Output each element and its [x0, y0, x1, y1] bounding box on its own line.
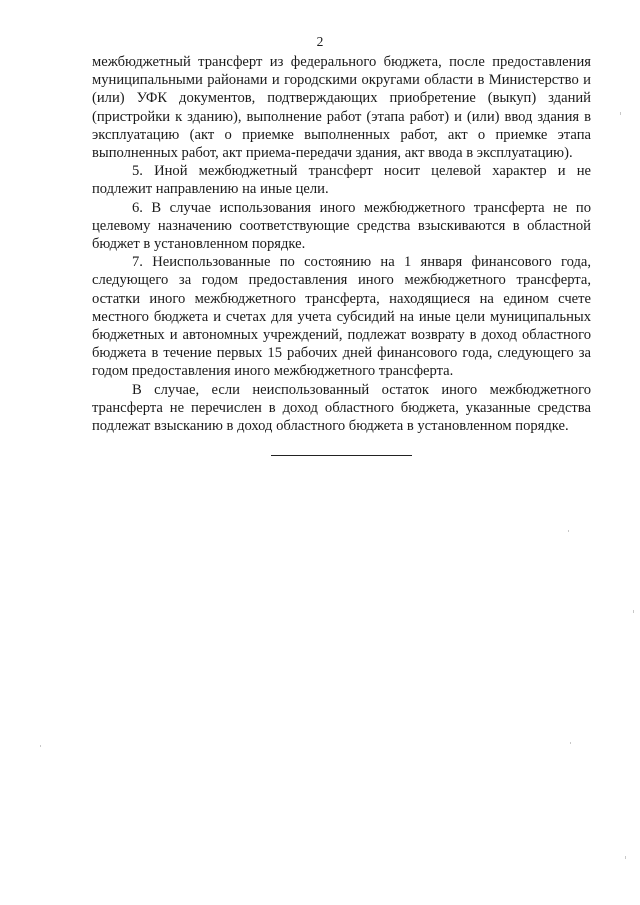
scan-artifact — [40, 745, 41, 747]
scan-artifact — [633, 610, 634, 613]
scan-artifact — [570, 742, 571, 744]
paragraph-unused-balance: В случае, если неиспользованный остаток иного межбюджетного трансферта не перечислен в доход областного бюджета, указанные средства подлежат взысканию в доход областного бюджета в установленном порядке. — [92, 381, 591, 435]
paragraph-item-7: 7. Неиспользованные по состоянию на 1 января финансового года, следующего за годом предоставления иного межбюджетного трансферта, остатки иного межбюджетного трансферта, находящиеся на едином счете местного бюджета и счетах для учета субсидий на иные цели муниципальных бюджетных и автономных учреждений, подлежат возврату в доход областного бюджета в течение первых 15 рабочих дней финансового года, следующего за годом предоставления иного межбюджетного трансферта. — [92, 254, 591, 380]
scan-artifact — [625, 856, 626, 859]
paragraph-continuation: межбюджетный трансферт из федерального бюджета, после предоставления муниципальными районами и городскими округами области в Министерство и (или) УФК документов, подтверждающих приобретение (выкуп) зданий (пристройки к зданию), выполнение работ (этапа работ) и (или) ввод здания в эксплуатацию (акт о приемке выполненных работ, акт о приемке этапа выполненных работ, акт приема-передачи здания, акт ввода в эксплуатацию). — [92, 54, 591, 162]
closing-divider-line — [271, 455, 412, 456]
page-number: 2 — [316, 34, 324, 49]
scan-artifact — [568, 530, 569, 532]
document-body — [92, 53, 591, 435]
paragraph-item-5: 5. Иной межбюджетный трансферт носит целевой характер и не подлежит направлению на иные цели. — [92, 163, 591, 198]
scan-artifact — [620, 112, 621, 115]
paragraph-item-6: 6. В случае использования иного межбюджетного трансферта не по целевому назначению соответствующие средства взыскиваются в областной бюджет в установленном порядке. — [92, 199, 591, 253]
